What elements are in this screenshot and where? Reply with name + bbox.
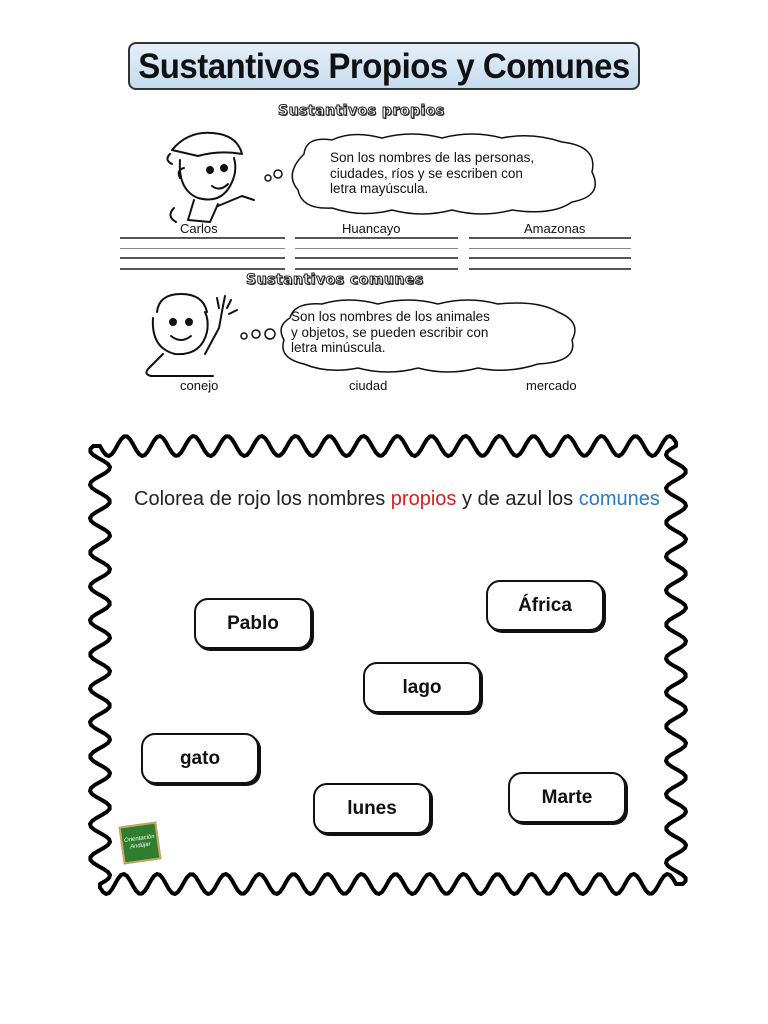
proper-example-carlos: Carlos [180,221,218,236]
page-title: Sustantivos Propios y Comunes [138,45,630,86]
word-box-pablo[interactable]: Pablo [194,598,312,649]
word-box-africa[interactable]: África [486,580,604,631]
instruction-propios: propios [390,487,457,510]
proper-thought-line: ciudades, ríos y se escriben con [330,165,523,181]
common-nouns-heading: Sustantivos comunes [246,272,424,288]
logo-text: Andújar [129,841,152,851]
word-box-lunes[interactable]: lunes [313,783,431,834]
common-thought-line: Son los nombres de los animales [291,309,490,324]
proper-thought-line: letra mayúscula. [330,181,429,196]
common-example-ciudad: ciudad [349,378,388,393]
common-thought-line: letra minúscula. [291,340,386,355]
logo-text: Orientación [123,833,156,845]
common-thought-line: y objetos, se pueden escribir con [291,324,489,340]
instruction-comunes: comunes [578,487,660,510]
word-box-gato[interactable]: gato [141,733,259,784]
proper-nouns-heading: Sustantivos propios [278,103,445,119]
common-example-conejo: conejo [180,378,219,393]
instruction-part3: y de azul los [456,487,579,510]
orientacion-andujar-logo [119,822,162,865]
instruction [124,484,660,514]
word-box-lago[interactable]: lago [363,662,481,713]
proper-example-huancayo: Huancayo [342,221,401,236]
word-box-marte[interactable]: Marte [508,772,626,823]
instruction-text [134,488,660,511]
instruction-part1: Colorea de rojo los nombres [134,487,391,510]
proper-example-amazonas: Amazonas [524,221,586,236]
common-example-mercado: mercado [526,378,577,393]
proper-thought-line: Son los nombres de las personas, [330,150,535,165]
